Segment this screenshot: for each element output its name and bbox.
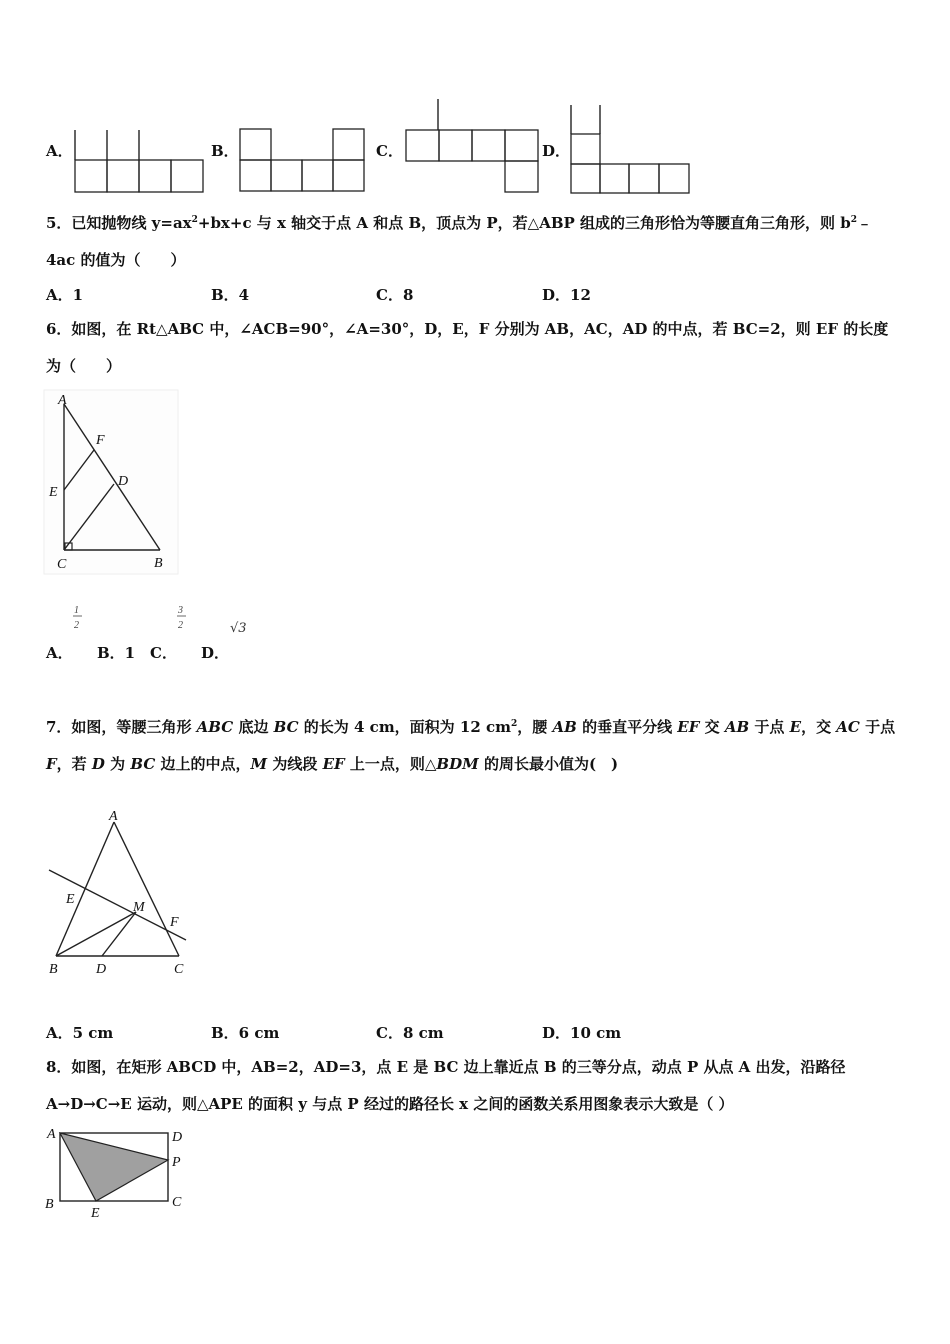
q8-label-a: A xyxy=(47,1127,56,1142)
svg-text:1: 1 xyxy=(74,605,79,616)
q7-label-e: E xyxy=(66,892,75,907)
q6-label-c: C xyxy=(57,557,67,572)
q6-option-b: B．1 xyxy=(97,644,136,662)
q4-option-d-label: D． xyxy=(542,142,571,160)
q4-option-a-label: A． xyxy=(46,142,73,160)
q5-option-d: D．12 xyxy=(542,286,591,304)
q5-question-line1: 5．已知抛物线 $y=ax^2+bx+c$ 与 x 轴交于点 A 和点 B，顶点为 P，若△ABP 组成的三角形恰为等腰直角三角形，则 $b^2﹣$ xyxy=(46,214,873,232)
q7-label-m: M xyxy=(133,900,145,915)
svg-text:2: 2 xyxy=(178,620,183,631)
q8-rectangle-figure xyxy=(44,1124,194,1224)
q6-label-d: D xyxy=(118,474,129,489)
q7-option-a: A．5 cm xyxy=(46,1024,114,1042)
q4-net-d xyxy=(570,104,692,196)
q8-question-line2: A→D→C→E 运动，则△APE 的面积 y 与点 P 经过的路径长 x 之间的函数关系用图象表示大致是（ ） xyxy=(46,1095,734,1113)
q6-option-d: D． xyxy=(201,644,230,662)
q6-label-a: A xyxy=(58,393,67,408)
q6-fraction-c xyxy=(176,603,188,633)
q7-option-b: B．6 cm xyxy=(211,1024,280,1042)
q4-net-a xyxy=(74,128,204,194)
q5-option-c: C．8 xyxy=(376,286,414,304)
q6-option-a: A． xyxy=(46,644,73,662)
q5-question-line2: 4ac 的值为（ ） xyxy=(46,251,186,269)
q8-label-p: P xyxy=(172,1155,181,1170)
q6-question-line1: 6．如图，在 Rt△ABC 中，∠ACB=90°，∠A=30°，D，E，F 分别为 AB，AC，AD 的中点，若 BC=2，则 EF 的长度 xyxy=(46,320,889,338)
q8-label-d: D xyxy=(172,1130,183,1145)
q4-option-c-label: C． xyxy=(376,142,403,160)
q8-question-line1: 8．如图，在矩形 ABCD 中，AB=2，AD=3，点 E 是 BC 边上靠近点 B 的三等分点，动点 P 从点 A 出发，沿路径 xyxy=(46,1058,846,1076)
svg-text:2: 2 xyxy=(74,620,79,631)
q6-option-c: C． xyxy=(150,644,177,662)
q4-option-b-label: B． xyxy=(211,142,239,160)
q8-shaded-triangle xyxy=(60,1133,168,1201)
q8-label-b: B xyxy=(45,1197,54,1212)
q7-label-b: B xyxy=(49,962,58,977)
q5-option-b: B．4 xyxy=(211,286,250,304)
q5-option-a: A．1 xyxy=(46,286,84,304)
q7-label-d: D xyxy=(96,962,107,977)
q6-triangle-figure xyxy=(44,390,184,580)
q6-label-f: F xyxy=(96,433,105,448)
q4-net-c xyxy=(405,98,541,194)
q6-label-e: E xyxy=(49,485,58,500)
q7-question-line1: 7．如图，等腰三角形 ABC 底边 BC 的长为 4 cm，面积为 12 $cm^2$，腰 AB 的垂直平分线 EF 交 AB 于点 E，交 AC 于点 xyxy=(46,718,896,736)
q8-label-c: C xyxy=(172,1195,182,1210)
q7-label-f: F xyxy=(170,915,179,930)
q7-label-a: A xyxy=(109,809,118,824)
q7-triangle-figure xyxy=(44,806,194,986)
q6-label-b: B xyxy=(154,556,163,571)
q7-option-d: D．10 cm xyxy=(542,1024,622,1042)
q6-fraction-a xyxy=(72,603,84,633)
svg-text:3: 3 xyxy=(178,605,183,616)
q8-label-e: E xyxy=(91,1206,100,1221)
q7-question-line2: F，若 D 为 BC 边上的中点，M 为线段 EF 上一点，则△BDM 的周长最小值为( ) xyxy=(46,755,619,773)
q7-option-c: C．8 cm xyxy=(376,1024,444,1042)
q4-net-b xyxy=(239,128,367,194)
q6-sqrt-d: √3 xyxy=(230,621,247,636)
q7-label-c: C xyxy=(174,962,184,977)
q6-question-line2: 为（ ） xyxy=(46,357,122,375)
